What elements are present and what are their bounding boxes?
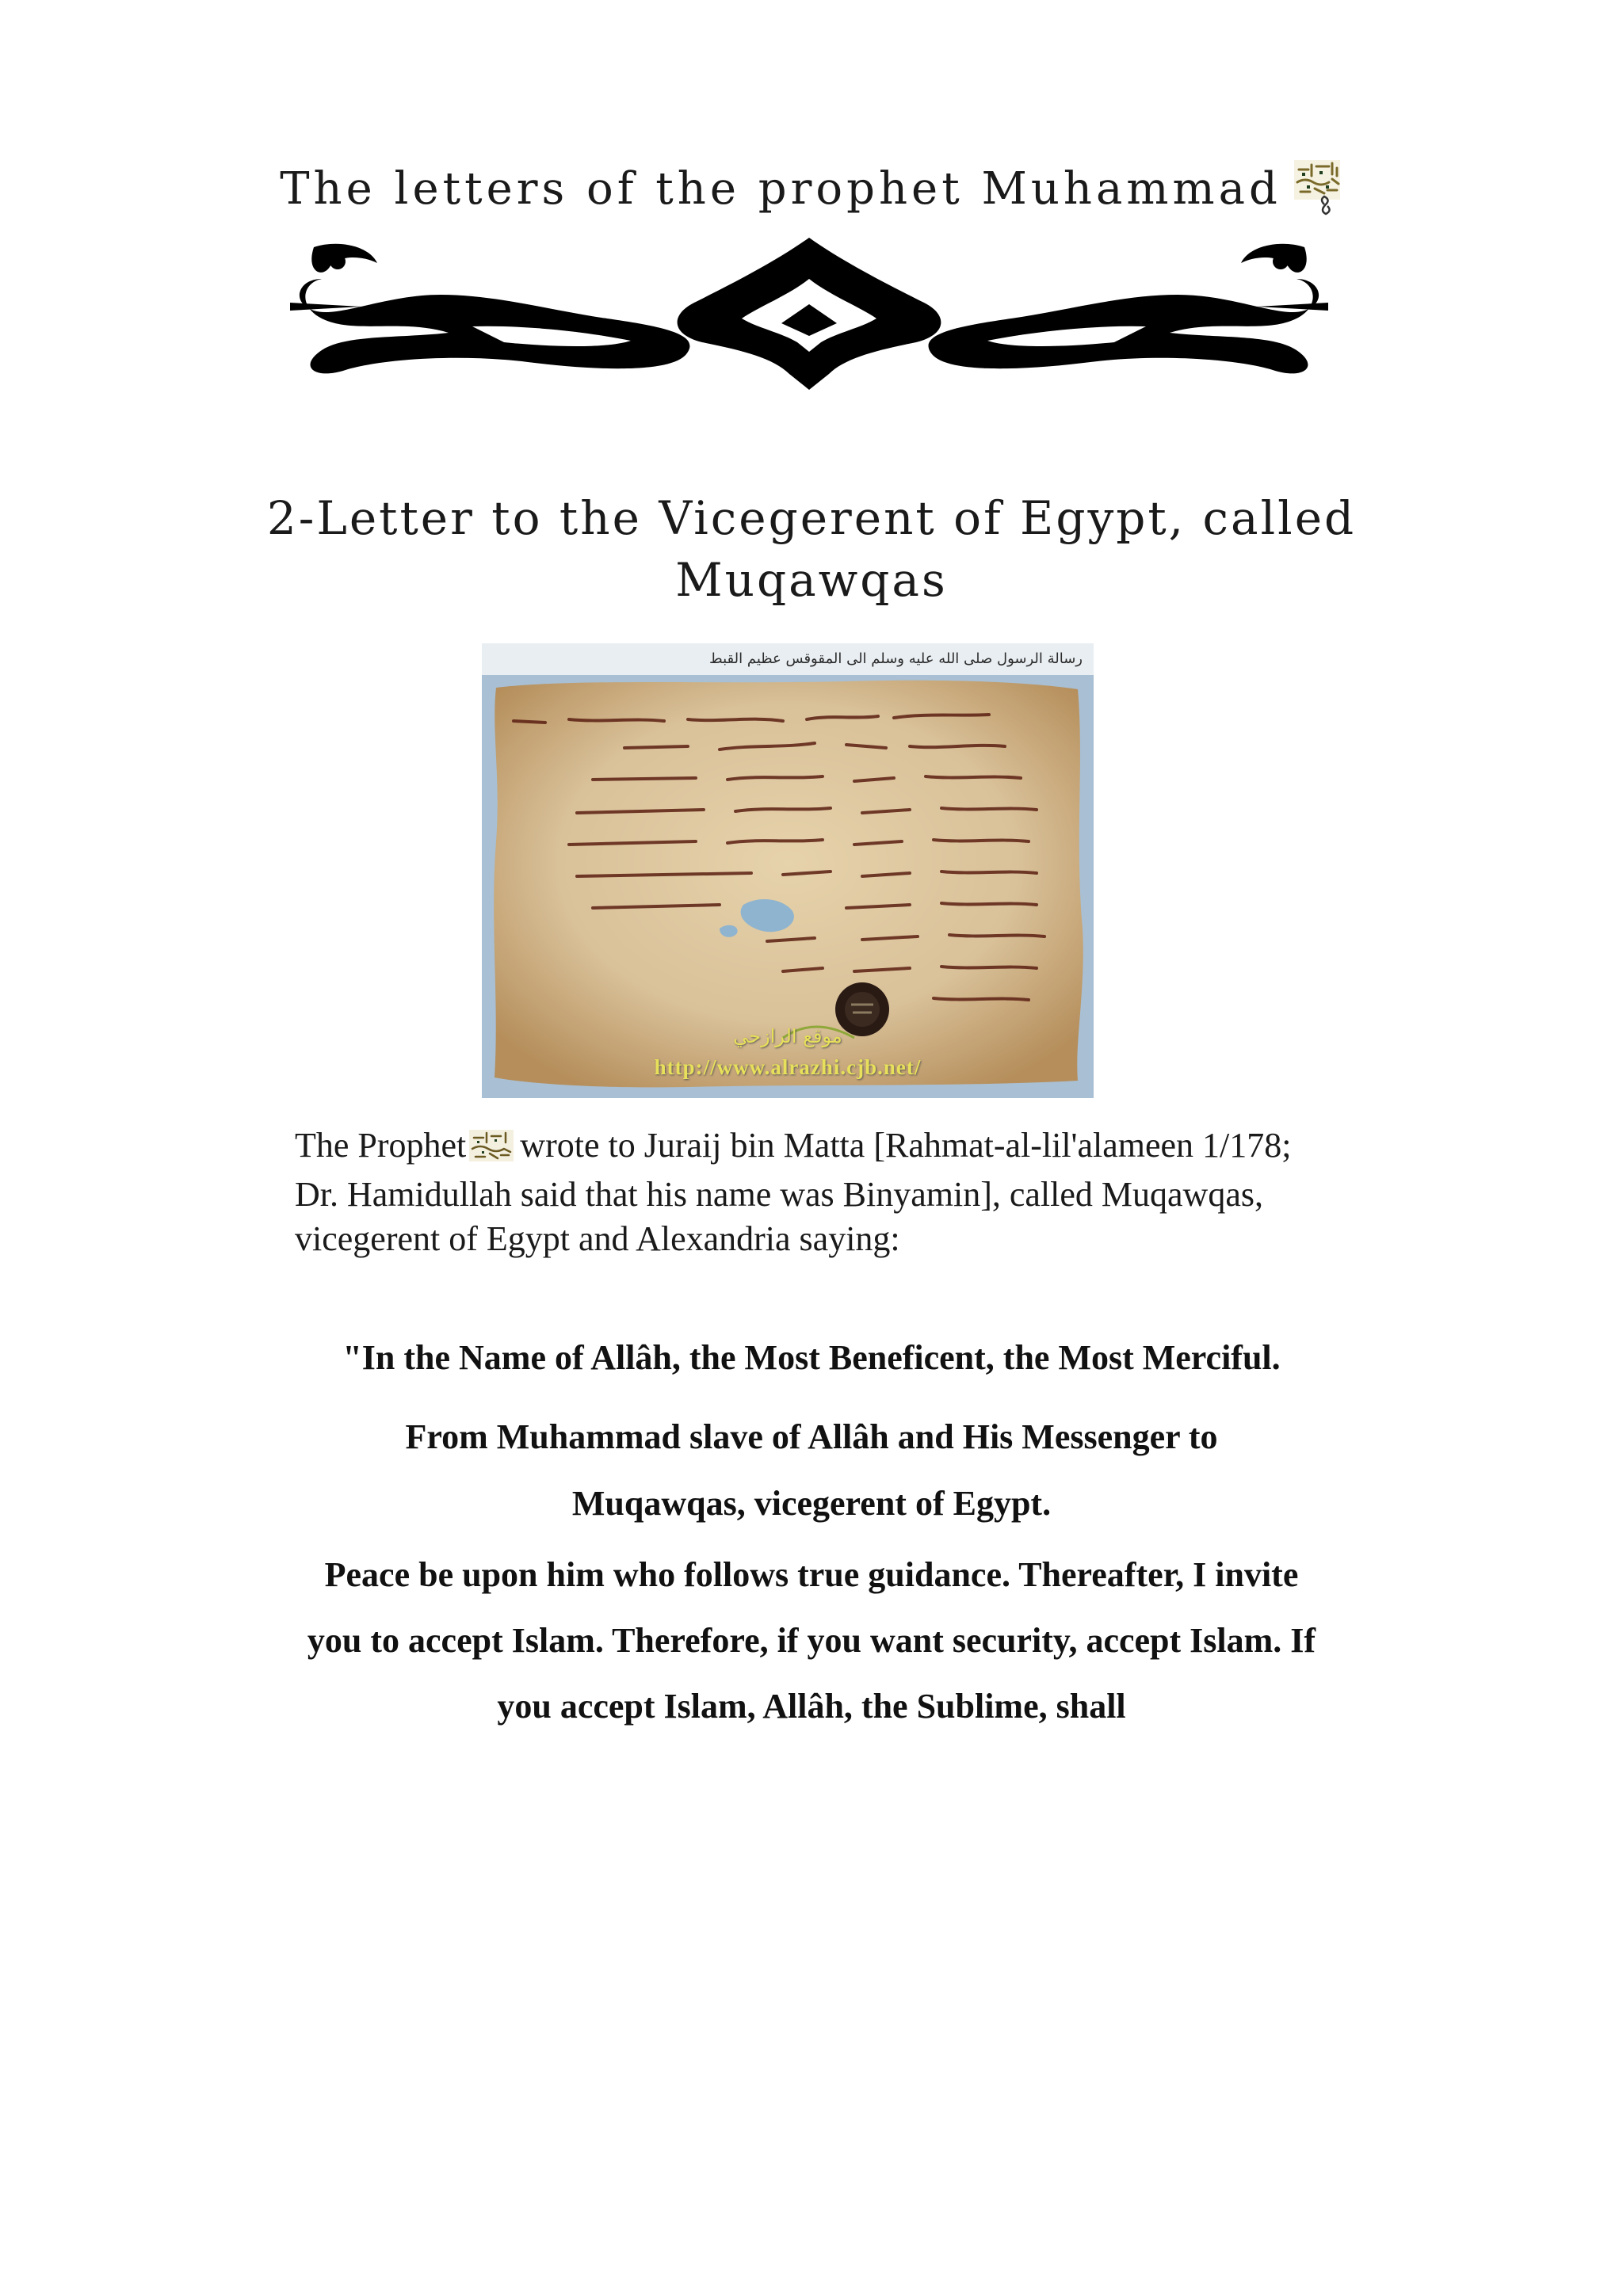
peace-line: Peace be upon him who follows true guidance. Thereafter, I invite you to accept Islam. Therefore, if you want security, accept Islam. If you accept Islam, Allâh, the Sublime, shall xyxy=(307,1555,1316,1726)
calligraphy-salutation-icon xyxy=(469,1128,514,1173)
header-title: The letters of the prophet Muhammad xyxy=(280,163,1281,215)
manuscript-caption: رسالة الرسول صلى الله عليه وسلم الى المقوقس عظيم القبط xyxy=(482,643,1094,675)
calligraphy-salutation-icon xyxy=(1293,158,1343,219)
manuscript-image xyxy=(482,643,1094,1098)
ornamental-divider xyxy=(290,231,1328,394)
watermark-site: موقع الرازحي xyxy=(733,1025,842,1047)
from-line: From Muhammad slave of Allâh and His Messenger to Muqawqas, vicegerent of Egypt. xyxy=(405,1417,1218,1523)
salutation: "In the Name of Allâh, the Most Beneficent, the Most Merciful. xyxy=(342,1338,1281,1377)
watermark-url: http://www.alrazhi.cjb.net/ xyxy=(654,1055,922,1079)
page-header xyxy=(0,158,1623,219)
intro-text-start: The Prophet xyxy=(295,1126,467,1165)
letter-body xyxy=(269,1325,1354,1739)
intro-paragraph xyxy=(295,1123,1341,1261)
intro-text-rest: wrote to Juraij bin Matta [Rahmat-al-lil'alameen 1/178; Dr. Hamidullah said that his name was Binyamin], called Muqawqas, vicegerent of Egypt and Alexandria saying: xyxy=(295,1126,1292,1258)
letter-title: 2-Letter to the Vicegerent of Egypt, called Muqawqas xyxy=(266,491,1357,607)
